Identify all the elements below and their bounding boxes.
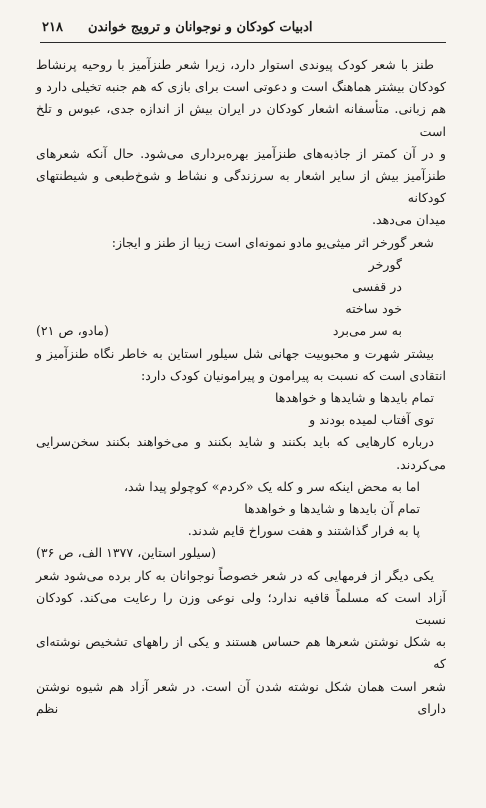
text-line: شعر است همان شکل نوشته شدن آن است. در شعر آزاد هم شیوه نوشتن دارای نظم <box>36 678 446 716</box>
text-line: به شکل نوشتن شعرها هم حساس هستند و یکی از راههای تشخیص نوشته‌ای که <box>36 634 446 672</box>
text-line: طنز با شعر کودک پیوندی استوار دارد، زیرا شعر طنزآمیز با روحیه پرنشاط <box>36 57 434 72</box>
text-line: آزاد است که مسلماً قافیه ندارد؛ ولی نوعی وزن را رعایت می‌کند. کودکان نسبت <box>36 589 446 628</box>
poem-line: در قفسی <box>352 279 402 295</box>
poem-line: تمام بایدها و شایدها و خواهدها <box>274 390 434 406</box>
text-line: میدان می‌دهد. <box>371 212 446 228</box>
text-line: بیشتر شهرت و محبوبیت جهانی شل سیلور استاین به خاطر نگاه طنزآمیز و <box>36 345 434 361</box>
text-line: و در آن کمتر از جاذبه‌های طنزآمیز بهره‌برداری می‌شود. حال آنکه شعرهای <box>36 145 446 161</box>
poem-line-with-citation <box>36 320 446 342</box>
running-title: ادبیات کودکان و نوجوانان و ترویج خواندن <box>88 20 313 35</box>
running-header <box>40 18 446 43</box>
poem-line: درباره کارهایی که باید بکنند و شاید بکنند و می‌خواهند بکنند سخن‌سرایی <box>36 434 434 450</box>
citation: (مادو، ص ۲۱) <box>36 323 109 339</box>
body-text <box>36 54 446 720</box>
poem-line: توی آفتاب لمیده بودند و <box>309 412 434 428</box>
text-line: شعر گورخر اثر میثی‌یو مادو نمونه‌ای است زیبا از طنز و ایجاز: <box>111 234 434 250</box>
text-line: هم زبانی. متأسفانه اشعار کودکان در ایران بیش از اندازه جدی، عبوس و تلخ است <box>36 101 446 139</box>
citation: (سیلور استاین، ۱۳۷۷ الف، ص ۳۶) <box>36 545 217 561</box>
poem-line: به سر می‌برد <box>332 323 402 339</box>
text-line: طنزآمیز بیش از سایر اشعار به سرزندگی و نشاط و شوخ‌طبعی و شیطنتهای کودکانه <box>36 168 446 206</box>
poem-line: اما به محض اینکه سر و کله یک «کردم» کوچولو پیدا شد، <box>123 478 420 494</box>
poem-line: خود ساخته <box>345 301 402 317</box>
text-line: انتقادی است که نسبت به پیرامون و پیرامونیان کودک دارد: <box>141 367 446 383</box>
poem-line: تمام آن بایدها و شایدها و خواهدها <box>244 501 420 517</box>
text-line: یکی دیگر از فرمهایی که در شعر خصوصاً نوجوانان به کار برده می‌شود شعر <box>36 567 434 583</box>
page-number: ۲۱۸ <box>42 20 63 35</box>
poem-line: گورخر <box>368 256 402 272</box>
poem-line: می‌کردند. <box>396 456 446 472</box>
text-line: کودکان بیشتر هماهنگ است و دعوتی است برای بازی که هم جنبه تخیلی دارد و <box>36 79 446 95</box>
poem-line: پا به فرار گذاشتند و هفت سوراخ قایم شدند. <box>187 523 420 539</box>
